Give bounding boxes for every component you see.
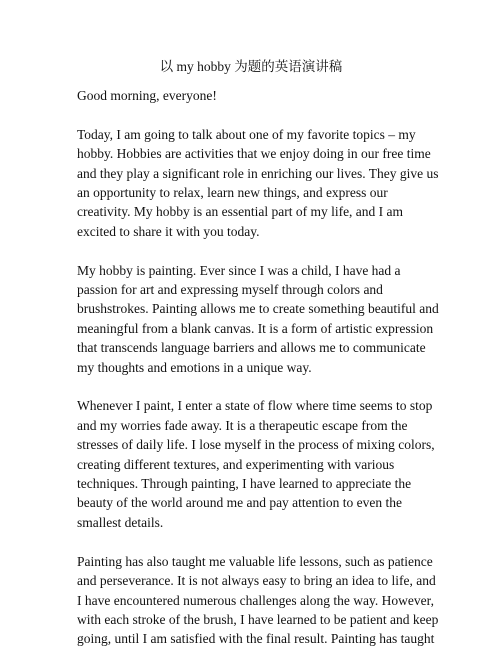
text-line: Painting has also taught me valuable life lessons, such as patience	[77, 553, 433, 569]
text-line: My hobby is painting. Ever since I was a child, I have had a	[77, 262, 401, 278]
text-line: Good morning, everyone!	[77, 88, 217, 103]
text-line: brushstrokes. Painting allows me to create something beautiful and	[77, 301, 439, 317]
paragraph-spacer	[77, 532, 431, 551]
text-line: meaningful from a blank canvas. It is a form of artistic expression	[77, 320, 434, 336]
paragraph-spacer	[77, 377, 431, 396]
paragraph-intro	[77, 125, 439, 241]
text-line: and my worries fade away. It is a therapeutic escape from the	[77, 417, 408, 433]
document-body	[77, 86, 439, 649]
text-line: that transcends language barriers and allows me to communicate	[77, 340, 426, 356]
paragraph-flow	[77, 396, 435, 532]
text-line: Today, I am going to talk about one of my favorite topics – my	[77, 126, 416, 142]
paragraph-painting	[77, 261, 439, 377]
text-line: beauty of the world around me and pay attention to even the	[77, 495, 403, 511]
text-line: creativity. My hobby is an essential part of my life, and I am	[77, 204, 404, 220]
text-line: hobby. Hobbies are activities that we enjoy doing in our free time	[77, 146, 431, 162]
text-line: techniques. Through painting, I have learned to appreciate the	[77, 476, 412, 492]
paragraph-spacer	[77, 105, 431, 124]
text-line: passion for art and expressing myself through colors and	[77, 282, 383, 298]
text-line: and they play a significant role in enriching our lives. They give us	[77, 165, 439, 181]
text-line: I have encountered numerous challenges along the way. However,	[77, 592, 434, 608]
text-line: going, until I am satisfied with the final result. Painting has taught	[77, 631, 435, 647]
text-line: and perseverance. It is not always easy to bring an idea to life, and	[77, 573, 436, 589]
text-line: my thoughts and emotions in a unique way.	[77, 359, 312, 375]
text-line: smallest details.	[77, 514, 164, 530]
document-title: 以 my hobby 为题的英语演讲稿	[159, 59, 343, 74]
paragraph-greeting	[77, 86, 431, 105]
text-line: stresses of daily life. I lose myself in the process of mixing colors,	[77, 437, 435, 453]
text-line: excited to share it with you today.	[77, 223, 260, 239]
text-line: Whenever I paint, I enter a state of flow where time seems to stop	[77, 398, 433, 414]
text-line: with each stroke of the brush, I have learned to be patient and keep	[77, 611, 439, 627]
text-line: an opportunity to relax, learn new things, and express our	[77, 185, 388, 201]
text-line: creating different textures, and experimenting with various	[77, 456, 395, 472]
paragraph-lessons	[77, 552, 439, 649]
paragraph-spacer	[77, 241, 431, 260]
